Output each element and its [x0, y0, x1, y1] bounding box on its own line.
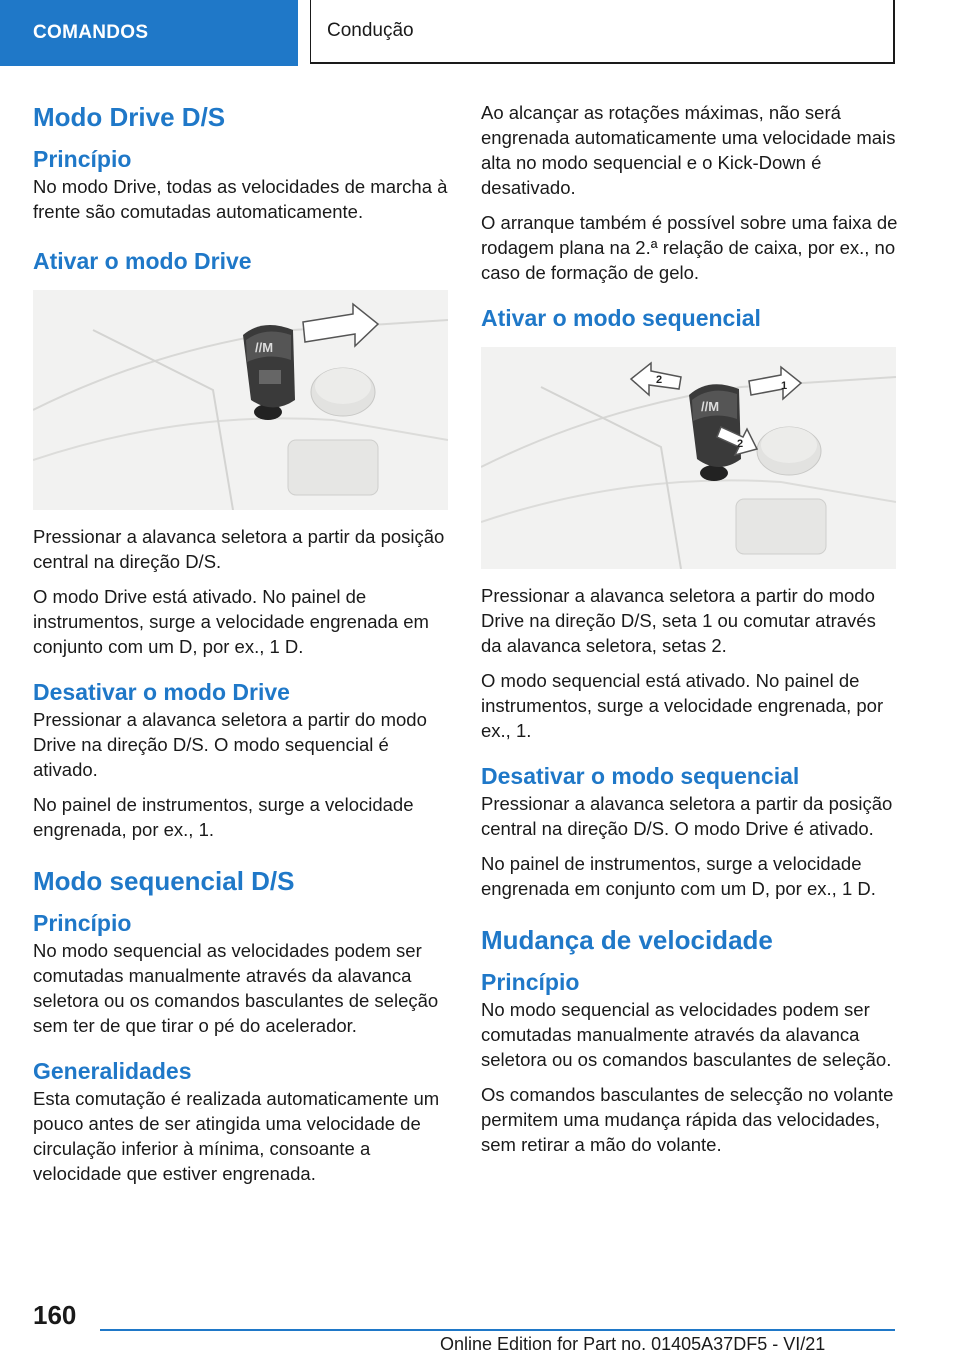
- heading-desativar-sequencial: Desativar o modo sequencial: [481, 763, 800, 789]
- heading-mudanca-velocidade: Mudança de velocidade: [481, 925, 773, 955]
- heading-modo-sequencial: Modo sequencial D/S: [33, 866, 295, 896]
- paragraph: Pressionar a alavanca seletora a partir da posição central na direção D/S. O modo Drive é ativado.: [481, 793, 893, 839]
- figure-gear-selector-drive: [33, 290, 448, 510]
- paragraph: Pressionar a alavanca seletora a partir do modo Drive na direção D/S, seta 1 ou comutar através da alavanca seletora, setas 2.: [481, 585, 876, 656]
- footer-divider: [100, 1329, 895, 1331]
- footer-edition: Online Edition for Part no. 01405A37DF5 - VI/21: [440, 1334, 826, 1354]
- paragraph: No modo sequencial as velocidades podem ser comutadas manualmente através da alavanca seletora ou os comandos basculantes de seleção sem ter de que tirar o pé do acelerador.: [33, 940, 439, 1036]
- paragraph: Esta comutação é realizada automaticamente um pouco antes de ser atingida uma velocidade de circulação inferior à mínima, consoante a velocidade que estiver engrenada.: [33, 1088, 440, 1184]
- heading-principio: Princípio: [33, 910, 132, 936]
- paragraph: Ao alcançar as rotações máximas, não será engrenada automaticamente uma velocidade mais alta no modo sequencial e o Kick-Down é desativado.: [481, 102, 896, 198]
- figure-gear-selector-sequential: [481, 347, 896, 569]
- heading-modo-drive: Modo Drive D/S: [33, 102, 226, 132]
- svg-text://M: //M: [255, 340, 274, 355]
- paragraph: O arranque também é possível sobre uma faixa de rodagem plana na 2.ª relação de caixa, por ex., no caso de formação de gelo.: [481, 212, 898, 283]
- paragraph: Os comandos basculantes de selecção no volante permitem uma mudança rápida das velocidades, sem retirar a mão do volante.: [481, 1084, 894, 1155]
- paragraph: Pressionar a alavanca seletora a partir do modo Drive na direção D/S. O modo sequencial é ativado.: [33, 709, 427, 780]
- arrow-1-label: 1: [781, 380, 788, 392]
- paragraph: No modo sequencial as velocidades podem ser comutadas manualmente através da alavanca seletora ou os comandos basculantes de seleção.: [481, 999, 892, 1070]
- section-title: Condução: [327, 20, 414, 41]
- chapter-title: COMANDOS: [33, 22, 149, 43]
- paragraph: O modo sequencial está ativado. No painel de instrumentos, surge a velocidade engrenada, por ex., 1.: [481, 670, 884, 741]
- paragraph: Pressionar a alavanca seletora a partir da posição central na direção D/S.: [33, 526, 445, 572]
- heading-ativar-sequencial: Ativar o modo sequencial: [481, 305, 761, 331]
- paragraph: No painel de instrumentos, surge a velocidade engrenada em conjunto com um D, por ex., 1 D.: [481, 853, 876, 899]
- svg-text://M: //M: [701, 399, 720, 414]
- heading-generalidades: Generalidades: [33, 1058, 192, 1084]
- arrow-2-down-label: 2: [737, 438, 744, 450]
- heading-principio: Princípio: [481, 969, 580, 995]
- heading-desativar-drive: Desativar o modo Drive: [33, 679, 290, 705]
- left-column: [33, 100, 451, 1186]
- paragraph: O modo Drive está ativado. No painel de instrumentos, surge a velocidade engrenada em conjunto com um D, por ex., 1 D.: [33, 586, 429, 657]
- heading-ativar-drive: Ativar o modo Drive: [33, 248, 252, 274]
- page-number: 160: [33, 1300, 77, 1330]
- section-header: [310, 0, 895, 64]
- heading-principio: Princípio: [33, 146, 132, 172]
- arrow-2-up-label: 2: [656, 374, 663, 386]
- paragraph: No painel de instrumentos, surge a velocidade engrenada, por ex., 1.: [33, 794, 414, 840]
- chapter-tab: [0, 0, 298, 66]
- right-column: [481, 100, 899, 1157]
- paragraph: No modo Drive, todas as velocidades de marcha à frente são comutadas automaticamente.: [33, 176, 448, 222]
